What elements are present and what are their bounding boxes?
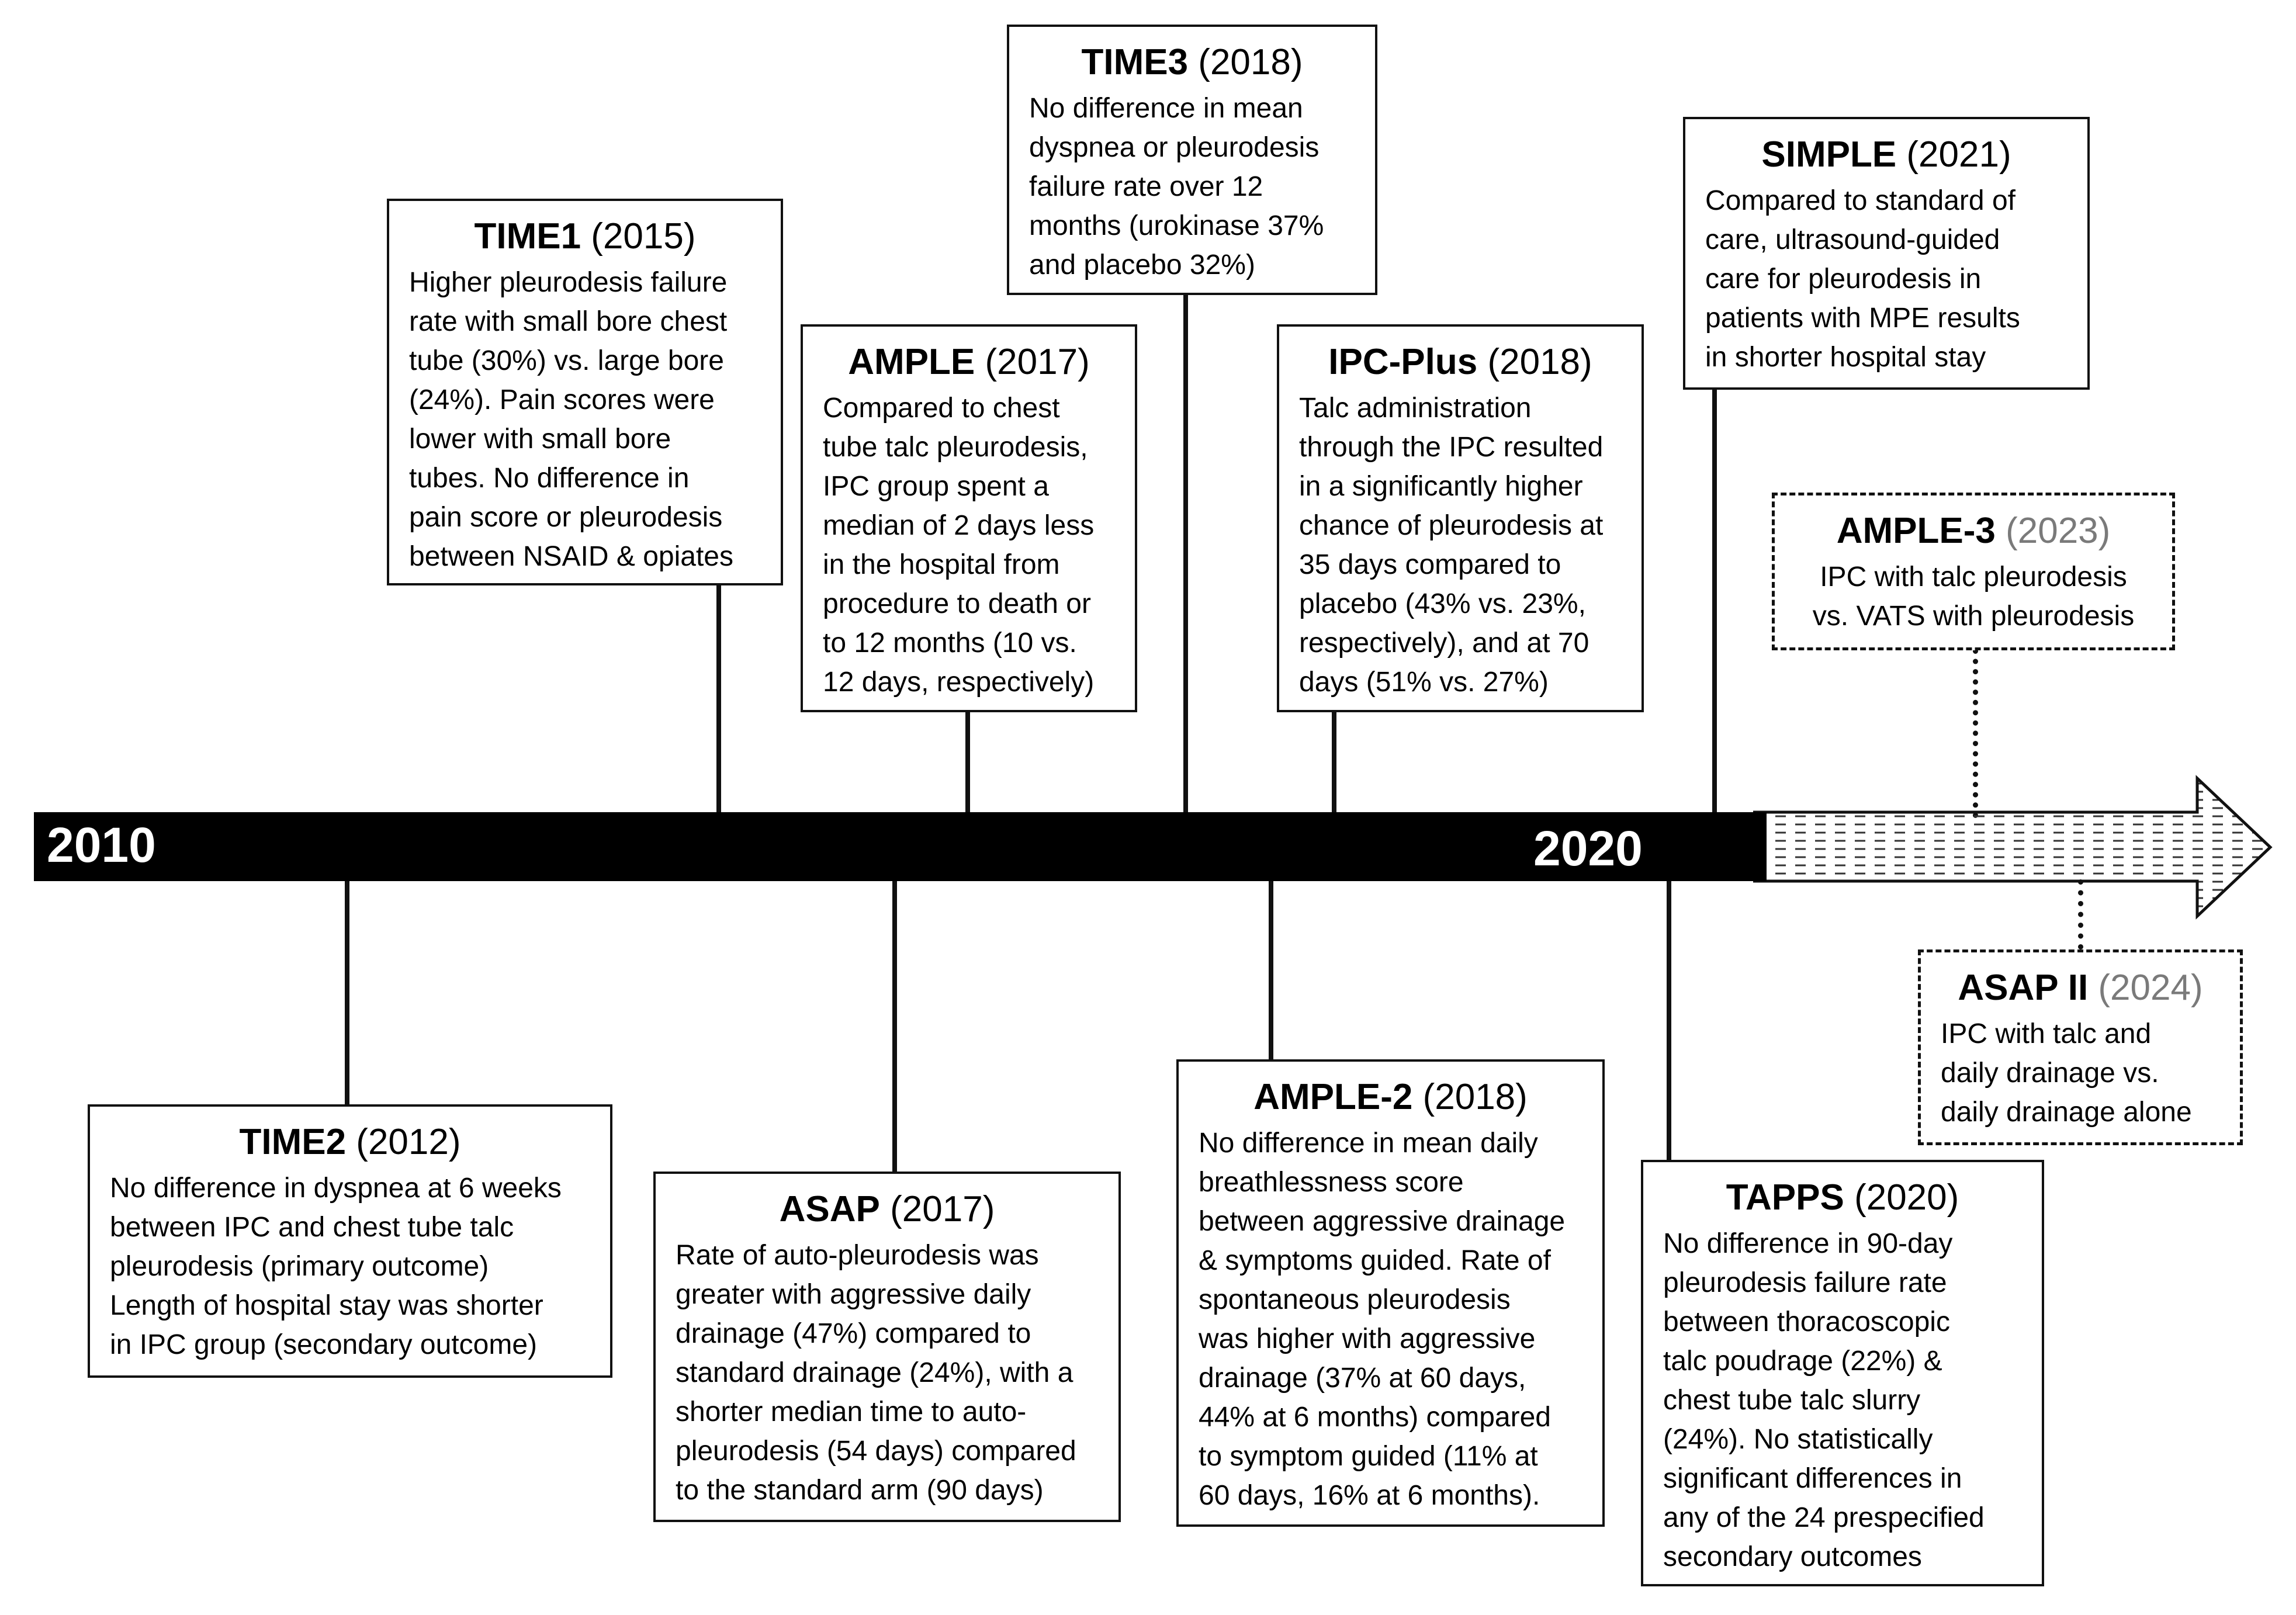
summary-line: IPC with talc pleurodesis: [1820, 562, 2127, 592]
summary-line: 44% at 6 months) compared: [1199, 1402, 1551, 1433]
study-summary: [1795, 557, 2152, 636]
summary-line: daily drainage vs.: [1941, 1058, 2159, 1089]
study-year: (2017): [985, 342, 1090, 382]
study-year: (2023): [2006, 511, 2111, 551]
study-name: ASAP II: [1958, 968, 2089, 1008]
study-name: AMPLE: [848, 342, 975, 382]
summary-line: in IPC group (secondary outcome): [110, 1329, 538, 1360]
study-card-ample3: [1772, 493, 2175, 650]
summary-line: in a significantly higher: [1299, 471, 1583, 502]
summary-line: vs. VATS with pleurodesis: [1812, 601, 2135, 632]
study-heading: [409, 214, 761, 259]
summary-line: care, ultrasound-guided: [1705, 224, 2000, 255]
study-heading: [676, 1187, 1099, 1232]
study-name: TAPPS: [1726, 1177, 1844, 1218]
study-name: AMPLE-3: [1836, 511, 1996, 551]
summary-line: between IPC and chest tube talc: [110, 1212, 514, 1243]
summary-line: (24%). No statistically: [1663, 1424, 1933, 1455]
connector-simple: [1712, 387, 1717, 815]
summary-line: in the hospital from: [823, 549, 1060, 580]
summary-line: standard drainage (24%), with a: [676, 1357, 1073, 1388]
study-summary: [823, 389, 1115, 702]
summary-line: placebo (43% vs. 23%,: [1299, 588, 1586, 619]
study-year: (2018): [1487, 342, 1592, 382]
study-summary: [110, 1169, 590, 1364]
study-heading: [1663, 1175, 2022, 1221]
study-name: SIMPLE: [1761, 134, 1897, 175]
study-heading: [1299, 339, 1622, 385]
summary-line: tube (30%) vs. large bore: [409, 345, 724, 376]
study-card-time2: [88, 1104, 612, 1378]
summary-line: No difference in mean daily: [1199, 1128, 1538, 1159]
summary-line: No difference in mean: [1029, 93, 1303, 124]
summary-line: and placebo 32%): [1029, 249, 1255, 280]
study-summary: [676, 1236, 1099, 1510]
study-card-tapps: [1641, 1160, 2044, 1586]
summary-line: median of 2 days less: [823, 510, 1095, 541]
summary-line: through the IPC resulted: [1299, 432, 1604, 463]
study-year: (2017): [890, 1189, 995, 1229]
summary-line: pleurodesis failure rate: [1663, 1267, 1947, 1298]
study-year: (2012): [356, 1122, 461, 1162]
summary-line: was higher with aggressive: [1199, 1323, 1536, 1354]
timeline-bar: [34, 812, 1767, 881]
connector-asap: [892, 879, 897, 1174]
summary-line: greater with aggressive daily: [676, 1279, 1031, 1310]
study-summary: [409, 263, 761, 576]
study-card-ample: [801, 324, 1137, 712]
summary-line: 35 days compared to: [1299, 549, 1561, 580]
study-summary: [1705, 181, 2068, 377]
summary-line: pleurodesis (primary outcome): [110, 1251, 489, 1282]
summary-line: dyspnea or pleurodesis: [1029, 132, 1320, 163]
summary-line: pain score or pleurodesis: [409, 502, 723, 533]
summary-line: breathlessness score: [1199, 1167, 1464, 1198]
summary-line: 60 days, 16% at 6 months).: [1199, 1480, 1540, 1511]
study-card-time3: [1007, 25, 1377, 295]
study-year: (2020): [1854, 1177, 1959, 1218]
summary-line: to the standard arm (90 days): [676, 1475, 1044, 1506]
summary-line: shorter median time to auto-: [676, 1396, 1027, 1427]
study-heading: [1029, 40, 1355, 85]
summary-line: 12 days, respectively): [823, 667, 1095, 698]
study-name: AMPLE-2: [1253, 1077, 1413, 1117]
summary-line: any of the 24 prespecified: [1663, 1502, 1985, 1533]
summary-line: between NSAID & opiates: [409, 541, 733, 572]
connector-tapps: [1667, 879, 1671, 1163]
study-summary: [1029, 89, 1355, 285]
year-label-2010: 2010: [47, 817, 156, 872]
study-heading: [110, 1120, 590, 1165]
study-summary: [1299, 389, 1622, 702]
study-summary: [1941, 1014, 2220, 1132]
study-card-asap: [653, 1172, 1121, 1522]
connector-ample: [965, 710, 970, 815]
summary-line: tube talc pleurodesis,: [823, 432, 1088, 463]
study-heading: [823, 339, 1115, 385]
connector-time3: [1183, 295, 1188, 815]
study-year: (2024): [2098, 968, 2203, 1008]
summary-line: to 12 months (10 vs.: [823, 628, 1077, 659]
study-name: TIME2: [239, 1122, 347, 1162]
study-card-time1: [387, 199, 783, 585]
study-name: ASAP: [779, 1189, 880, 1229]
summary-line: lower with small bore: [409, 424, 671, 455]
study-heading: [1199, 1075, 1582, 1120]
summary-line: between thoracoscopic: [1663, 1306, 1950, 1337]
study-card-ipc-plus: [1277, 324, 1644, 712]
summary-line: failure rate over 12: [1029, 171, 1263, 202]
study-summary: [1663, 1224, 2022, 1576]
summary-line: significant differences in: [1663, 1463, 1962, 1494]
summary-line: drainage (47%) compared to: [676, 1318, 1031, 1349]
summary-line: to symptom guided (11% at: [1199, 1441, 1538, 1472]
summary-line: in shorter hospital stay: [1705, 342, 1986, 373]
summary-line: No difference in 90-day: [1663, 1228, 1953, 1259]
summary-line: months (urokinase 37%: [1029, 210, 1324, 241]
summary-line: chance of pleurodesis at: [1299, 510, 1604, 541]
summary-line: days (51% vs. 27%): [1299, 667, 1549, 698]
summary-line: IPC with talc and: [1941, 1018, 2152, 1049]
summary-line: spontaneous pleurodesis: [1199, 1284, 1511, 1315]
summary-line: respectively), and at 70: [1299, 628, 1589, 659]
study-year: (2018): [1198, 42, 1303, 82]
connector-ample2: [1269, 879, 1273, 1061]
summary-line: secondary outcomes: [1663, 1541, 1922, 1572]
study-summary: [1199, 1124, 1582, 1515]
study-heading: [1705, 132, 2068, 178]
summary-line: care for pleurodesis in: [1705, 264, 1982, 294]
summary-line: rate with small bore chest: [409, 306, 728, 337]
year-label-2020: 2020: [1533, 821, 1643, 876]
summary-line: pleurodesis (54 days) compared: [676, 1436, 1076, 1467]
study-year: (2015): [591, 216, 696, 257]
study-card-simple: [1683, 117, 2090, 390]
connector-time2: [345, 879, 349, 1104]
study-name: TIME1: [474, 216, 581, 257]
summary-line: Talc administration: [1299, 393, 1532, 424]
summary-line: chest tube talc slurry: [1663, 1385, 1921, 1416]
study-year: (2018): [1422, 1077, 1528, 1117]
study-name: IPC-Plus: [1328, 342, 1478, 382]
study-name: TIME3: [1081, 42, 1189, 82]
summary-line: daily drainage alone: [1941, 1097, 2192, 1128]
summary-line: IPC group spent a: [823, 471, 1049, 502]
summary-line: drainage (37% at 60 days,: [1199, 1363, 1526, 1394]
summary-line: talc poudrage (22%) &: [1663, 1346, 1942, 1377]
summary-line: Higher pleurodesis failure: [409, 267, 728, 298]
future-arrow: [1753, 771, 2279, 923]
connector-ipc-plus: [1332, 710, 1336, 815]
summary-line: tubes. No difference in: [409, 463, 690, 494]
study-heading: [1795, 508, 2152, 554]
connector-time1: [716, 581, 721, 815]
summary-line: between aggressive drainage: [1199, 1206, 1566, 1237]
summary-line: procedure to death or: [823, 588, 1091, 619]
summary-line: No difference in dyspnea at 6 weeks: [110, 1173, 562, 1204]
study-card-ample2: [1176, 1059, 1605, 1527]
summary-line: Rate of auto-pleurodesis was: [676, 1240, 1039, 1271]
summary-line: Length of hospital stay was shorter: [110, 1290, 543, 1321]
summary-line: & symptoms guided. Rate of: [1199, 1245, 1551, 1276]
study-year: (2021): [1906, 134, 2011, 175]
summary-line: Compared to chest: [823, 393, 1060, 424]
summary-line: Compared to standard of: [1705, 185, 2016, 216]
study-card-asap2: [1918, 949, 2243, 1145]
summary-line: patients with MPE results: [1705, 303, 2020, 334]
study-heading: [1941, 965, 2220, 1011]
summary-line: (24%). Pain scores were: [409, 384, 715, 415]
